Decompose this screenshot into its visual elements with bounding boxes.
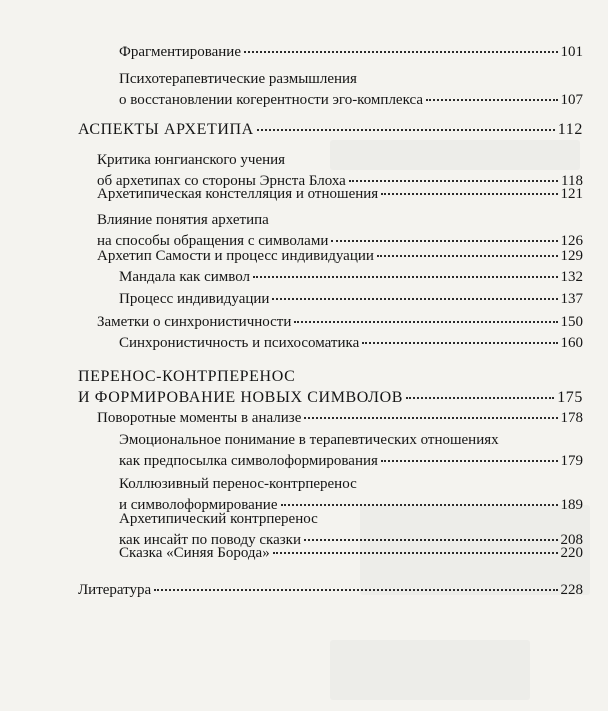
entry-title: Архетипическая констелляция и отношения xyxy=(97,186,379,202)
page-number: 121 xyxy=(560,186,583,202)
toc-entry xyxy=(97,312,583,333)
entry-title-line: Критика юнгианского учения xyxy=(97,152,286,168)
page-number: 112 xyxy=(557,121,583,138)
entry-title-line: Влияние понятия архетипа xyxy=(97,212,269,228)
page-number: 179 xyxy=(560,453,583,469)
page-number: 178 xyxy=(560,410,583,426)
page-number: 208 xyxy=(560,532,583,548)
page-number: 220 xyxy=(560,545,583,561)
page-number: 160 xyxy=(560,335,583,351)
toc-entry xyxy=(119,543,583,564)
entry-title-line: Коллюзивный перенос-контрперенос xyxy=(119,476,357,492)
page-number: 150 xyxy=(560,314,583,330)
section-heading xyxy=(78,119,583,140)
page-number: 137 xyxy=(560,291,583,307)
toc-entry xyxy=(97,408,583,429)
entry-title-line: и символоформирование xyxy=(119,497,278,513)
dot-leader xyxy=(349,180,558,182)
page-number: 118 xyxy=(561,173,583,189)
entry-title: Архетип Самости и процесс индивидуации xyxy=(97,248,374,264)
toc-entry xyxy=(119,42,583,63)
entry-title: Поворотные моменты в анализе xyxy=(97,410,302,426)
dot-leader xyxy=(381,193,557,195)
page-number: 101 xyxy=(560,44,583,60)
dot-leader xyxy=(154,589,557,591)
page-number: 189 xyxy=(560,497,583,513)
entry-title-line: Архетипический контрперенос xyxy=(119,511,318,527)
section-heading xyxy=(78,366,583,408)
entry-title-line: на способы обращения с символами xyxy=(97,233,329,249)
toc-entry xyxy=(78,580,583,601)
dot-leader xyxy=(377,255,558,257)
toc-entry xyxy=(119,267,583,288)
section-title-line: И ФОРМИРОВАНИЕ НОВЫХ СИМВОЛОВ xyxy=(78,389,404,406)
entry-title: Мандала как символ xyxy=(119,269,251,285)
dot-leader xyxy=(406,397,554,399)
dot-leader xyxy=(244,51,558,53)
entry-title-line: об архетипах со стороны Эрнста Блоха xyxy=(97,173,346,189)
page-number: 175 xyxy=(557,389,583,406)
toc-entry xyxy=(97,246,583,267)
dot-leader xyxy=(253,276,557,278)
entry-title-line: как предпосылка символоформирования xyxy=(119,453,378,469)
section-title-line: ПЕРЕНОС-КОНТРПЕРЕНОС xyxy=(78,368,296,385)
dot-leader xyxy=(273,552,558,554)
dot-leader xyxy=(272,298,557,300)
dot-leader xyxy=(381,460,558,462)
entry-title: Процесс индивидуации xyxy=(119,291,270,307)
show-through-shadow xyxy=(330,640,530,700)
entry-title: Фрагментирование xyxy=(119,44,241,60)
toc-entry xyxy=(119,289,583,310)
toc-entry xyxy=(97,184,583,205)
entry-title-line: о восстановлении когерентности эго-комплекса xyxy=(119,92,423,108)
page-number: 132 xyxy=(560,269,583,285)
page-number: 228 xyxy=(560,582,583,598)
dot-leader xyxy=(304,417,557,419)
page-number: 107 xyxy=(560,92,583,108)
entry-title-line: Эмоциональное понимание в терапевтических отношениях xyxy=(119,432,499,448)
toc-entry xyxy=(119,333,583,354)
dot-leader xyxy=(294,321,557,323)
dot-leader xyxy=(362,342,557,344)
entry-title: Литература xyxy=(78,582,152,598)
page-number: 129 xyxy=(560,248,583,264)
dot-leader xyxy=(426,99,558,101)
dot-leader xyxy=(331,240,557,242)
toc-entry xyxy=(119,430,583,472)
dot-leader xyxy=(257,129,555,131)
entry-title-line: Психотерапевтические размышления xyxy=(119,71,357,87)
section-title: АСПЕКТЫ АРХЕТИПА xyxy=(78,121,254,138)
dot-leader xyxy=(281,504,558,506)
entry-title: Заметки о синхронистичности xyxy=(97,314,292,330)
entry-title: Синхронистичность и психосоматика xyxy=(119,335,360,351)
page-number: 126 xyxy=(560,233,583,249)
entry-title-line: как инсайт по поводу сказки xyxy=(119,532,301,548)
entry-title: Сказка «Синяя Борода» xyxy=(119,545,270,561)
dot-leader xyxy=(304,539,558,541)
toc-entry xyxy=(119,69,583,111)
